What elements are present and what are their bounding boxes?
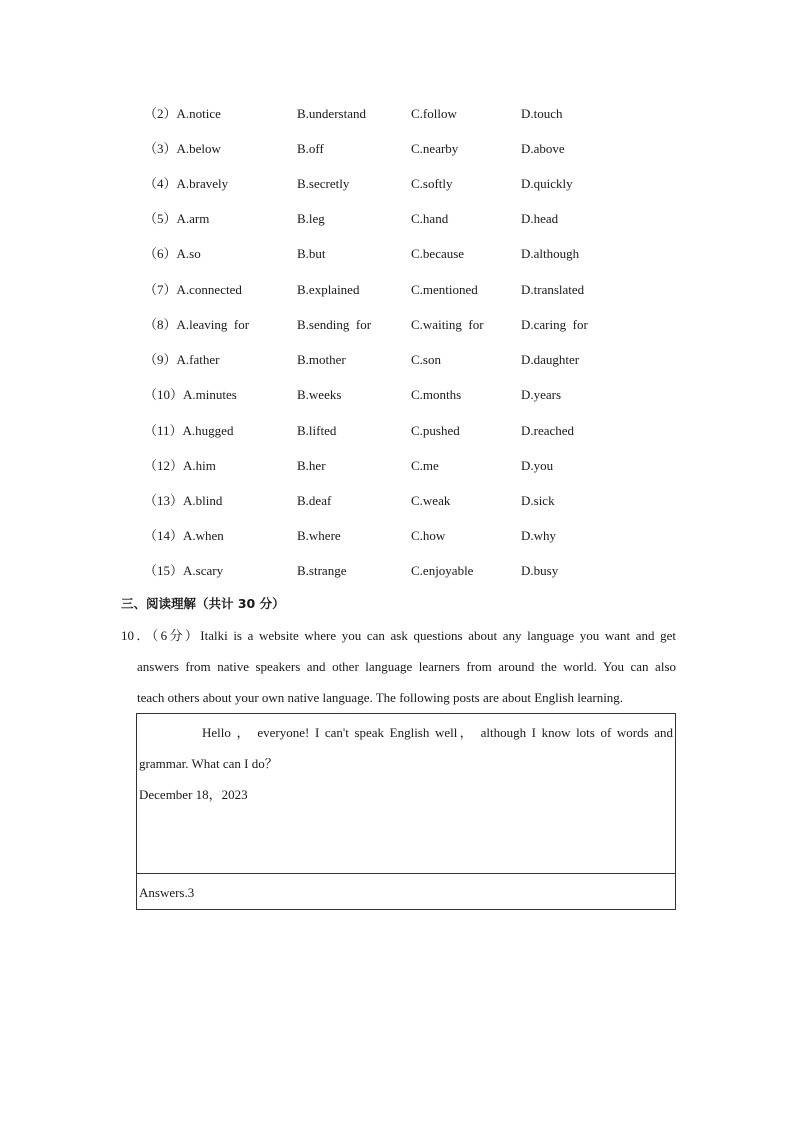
- option-row-12: [0, 456, 794, 476]
- option-a-text: A.arm: [176, 211, 210, 226]
- option-a: [144, 491, 222, 511]
- option-a-text: A.hugged: [182, 423, 234, 438]
- post-body-line-2: grammar. What can I do？: [139, 756, 278, 771]
- option-b: B.her: [297, 458, 326, 473]
- option-a: [144, 139, 221, 159]
- option-c: C.me: [411, 458, 439, 473]
- question-number: （13）: [144, 493, 184, 508]
- option-c: C.months: [411, 387, 462, 402]
- option-row-14: [0, 526, 794, 546]
- option-row-13: [0, 491, 794, 511]
- option-row-8: [0, 315, 794, 335]
- option-d: D.although: [521, 246, 580, 261]
- option-row-5: [0, 209, 794, 229]
- option-b: B.weeks: [297, 387, 342, 402]
- option-a: [144, 421, 233, 441]
- option-a-text: A.blind: [183, 493, 223, 508]
- question-number: （11）: [144, 423, 183, 438]
- option-c: C.softly: [411, 176, 453, 191]
- question-number: （6）: [144, 246, 177, 261]
- option-row-11: [0, 421, 794, 441]
- question-number: （14）: [144, 528, 184, 543]
- option-a: [144, 280, 242, 300]
- option-d: D.daughter: [521, 352, 580, 367]
- option-row-7: [0, 280, 794, 300]
- question-number: （12）: [144, 458, 184, 473]
- option-a: [144, 456, 216, 476]
- question-number: （10）: [144, 387, 184, 402]
- option-d: D.why: [521, 528, 557, 543]
- option-row-9: [0, 350, 794, 370]
- option-a-text: A.connected: [176, 282, 242, 297]
- option-d: D.caring for: [521, 317, 588, 332]
- option-d: D.above: [521, 141, 565, 156]
- forum-post-box: [136, 713, 676, 910]
- option-b: B.where: [297, 528, 341, 543]
- question-text-line-3: teach others about your own native language. The following posts are about English learning.: [137, 690, 624, 705]
- option-a-text: A.below: [176, 141, 221, 156]
- option-c: C.mentioned: [411, 282, 478, 297]
- option-row-2: [0, 104, 794, 124]
- option-c: C.waiting for: [411, 317, 484, 332]
- option-c: C.pushed: [411, 423, 460, 438]
- option-c: C.enjoyable: [411, 563, 474, 578]
- option-row-15: [0, 561, 794, 581]
- option-d: D.sick: [521, 493, 555, 508]
- option-a-text: A.leaving for: [176, 317, 250, 332]
- question-number: （8）: [144, 317, 177, 332]
- question-text-line-2: answers from native speakers and other language learners from around the world. You can also: [137, 659, 676, 674]
- question-number: （15）: [144, 563, 184, 578]
- option-a-text: A.minutes: [183, 387, 237, 402]
- option-b: B.deaf: [297, 493, 332, 508]
- option-b: B.lifted: [297, 423, 337, 438]
- post-body-line-1: Hello ， everyone! I can't speak English well， although I know lots of words and: [202, 725, 673, 740]
- option-c: C.weak: [411, 493, 451, 508]
- option-a-text: A.him: [183, 458, 216, 473]
- question-number: （3）: [144, 141, 177, 156]
- option-d: D.translated: [521, 282, 585, 297]
- option-b: B.leg: [297, 211, 325, 226]
- option-a: [144, 209, 209, 229]
- option-a: [144, 104, 221, 124]
- option-c: C.hand: [411, 211, 449, 226]
- question-text-line-1: 10．（6分）Italki is a website where you can ask questions about any language you want and get: [121, 628, 676, 643]
- option-a: [144, 526, 224, 546]
- option-c: C.follow: [411, 106, 457, 121]
- option-a-text: A.so: [176, 246, 201, 261]
- option-c: C.how: [411, 528, 446, 543]
- option-b: B.off: [297, 141, 324, 156]
- option-a-text: A.father: [176, 352, 220, 367]
- option-d: D.touch: [521, 106, 563, 121]
- option-b: B.understand: [297, 106, 366, 121]
- option-c: C.because: [411, 246, 465, 261]
- question-number: （4）: [144, 176, 177, 191]
- option-d: D.busy: [521, 563, 559, 578]
- option-a: [144, 561, 223, 581]
- option-a-text: A.notice: [176, 106, 221, 121]
- question-number: （2）: [144, 106, 177, 121]
- post-answers-count: Answers.3: [139, 885, 195, 900]
- option-row-3: [0, 139, 794, 159]
- option-b: B.sending for: [297, 317, 372, 332]
- option-b: B.explained: [297, 282, 360, 297]
- question-number: （5）: [144, 211, 177, 226]
- option-c: C.nearby: [411, 141, 459, 156]
- section-heading: 三、阅读理解（共计 30 分）: [121, 596, 285, 611]
- option-a-text: A.scary: [183, 563, 224, 578]
- option-a: [144, 385, 237, 405]
- question-number: （7）: [144, 282, 177, 297]
- option-row-6: [0, 244, 794, 264]
- question-number: （9）: [144, 352, 177, 367]
- option-b: B.strange: [297, 563, 347, 578]
- option-b: B.but: [297, 246, 326, 261]
- option-d: D.reached: [521, 423, 575, 438]
- option-d: D.quickly: [521, 176, 573, 191]
- option-a: [144, 174, 228, 194]
- post-divider: [137, 873, 675, 874]
- option-d: D.you: [521, 458, 554, 473]
- option-a: [144, 315, 249, 335]
- option-a-text: A.when: [183, 528, 224, 543]
- option-c: C.son: [411, 352, 441, 367]
- option-row-10: [0, 385, 794, 405]
- post-date: December 18，2023: [139, 787, 248, 802]
- option-a-text: A.bravely: [176, 176, 229, 191]
- option-a: [144, 244, 201, 264]
- option-d: D.years: [521, 387, 562, 402]
- option-d: D.head: [521, 211, 559, 226]
- option-b: B.secretly: [297, 176, 350, 191]
- option-row-4: [0, 174, 794, 194]
- option-a: [144, 350, 219, 370]
- option-b: B.mother: [297, 352, 346, 367]
